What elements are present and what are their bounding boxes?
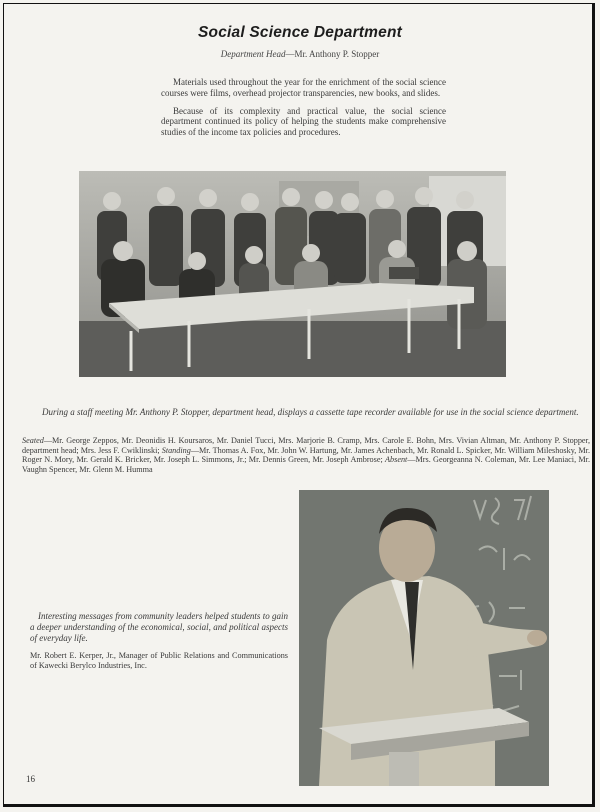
speaker-photo	[299, 490, 549, 786]
intro-text	[161, 77, 446, 145]
standing-label: Standing	[161, 445, 191, 455]
speaker-photo-caption: Interesting messages from community leaders helped students to gain a deeper understanding of the economical, social, and political aspects of everyday life.	[30, 611, 288, 643]
intro-paragraph-1: Materials used throughout the year for the enrichment of the social science courses were films, overhead projector transparencies, new books, and slides.	[161, 77, 446, 98]
department-head-name: —Mr. Anthony P. Stopper	[285, 49, 380, 59]
department-head-role: Department Head	[220, 49, 286, 59]
page-number: 16	[26, 774, 35, 784]
absent-label: Absent	[385, 455, 408, 465]
standing-names: —Mr. Thomas A. Fox, Mr. John W. Hartung, Mr. James Achenbach, Mr. Ronald L. Spicker, Mr. William Mileshosky, Mr. Roger N. Mory, Mr. Gerald K. Bricker, Mr. Joseph L. Simmons, Jr.; Mr. Dennis Green, Mr. Joseph Ambrose;	[22, 445, 590, 465]
seated-label: Seated	[22, 436, 44, 445]
page-title: Social Science Department	[198, 24, 402, 41]
staff-names	[22, 436, 590, 474]
staff-meeting-photo	[79, 171, 506, 377]
speaker-credit: Mr. Robert E. Kerper, Jr., Manager of Public Relations and Communications of Kawecki Berylco Industries, Inc.	[30, 651, 288, 670]
intro-paragraph-2: Because of its complexity and practical value, the social science department continued its policy of helping the students make comprehensive studies of the income tax policies and procedures.	[161, 105, 446, 138]
staff-photo-caption: During a staff meeting Mr. Anthony P. Stopper, department head, displays a cassette tape recorder available for use in the social science department.	[42, 407, 579, 417]
absent-names: —Mrs. Georgeanna N. Coleman, Mr. Lee Maniaci, Mr. Vaughn Spencer, Mr. Glenn M. Humma	[22, 455, 590, 474]
seated-names: —Mr. George Zeppos, Mr. Deonidis H. Koursaros, Mr. Daniel Tucci, Mrs. Marjorie B. Cramp, Mrs. Carole E. Bohn, Mrs. Vivian Altman, Mr. Anthony P. Stopper, department head; Mrs. Jess F. Cwiklinski;	[22, 436, 590, 455]
department-head-line	[0, 49, 600, 59]
